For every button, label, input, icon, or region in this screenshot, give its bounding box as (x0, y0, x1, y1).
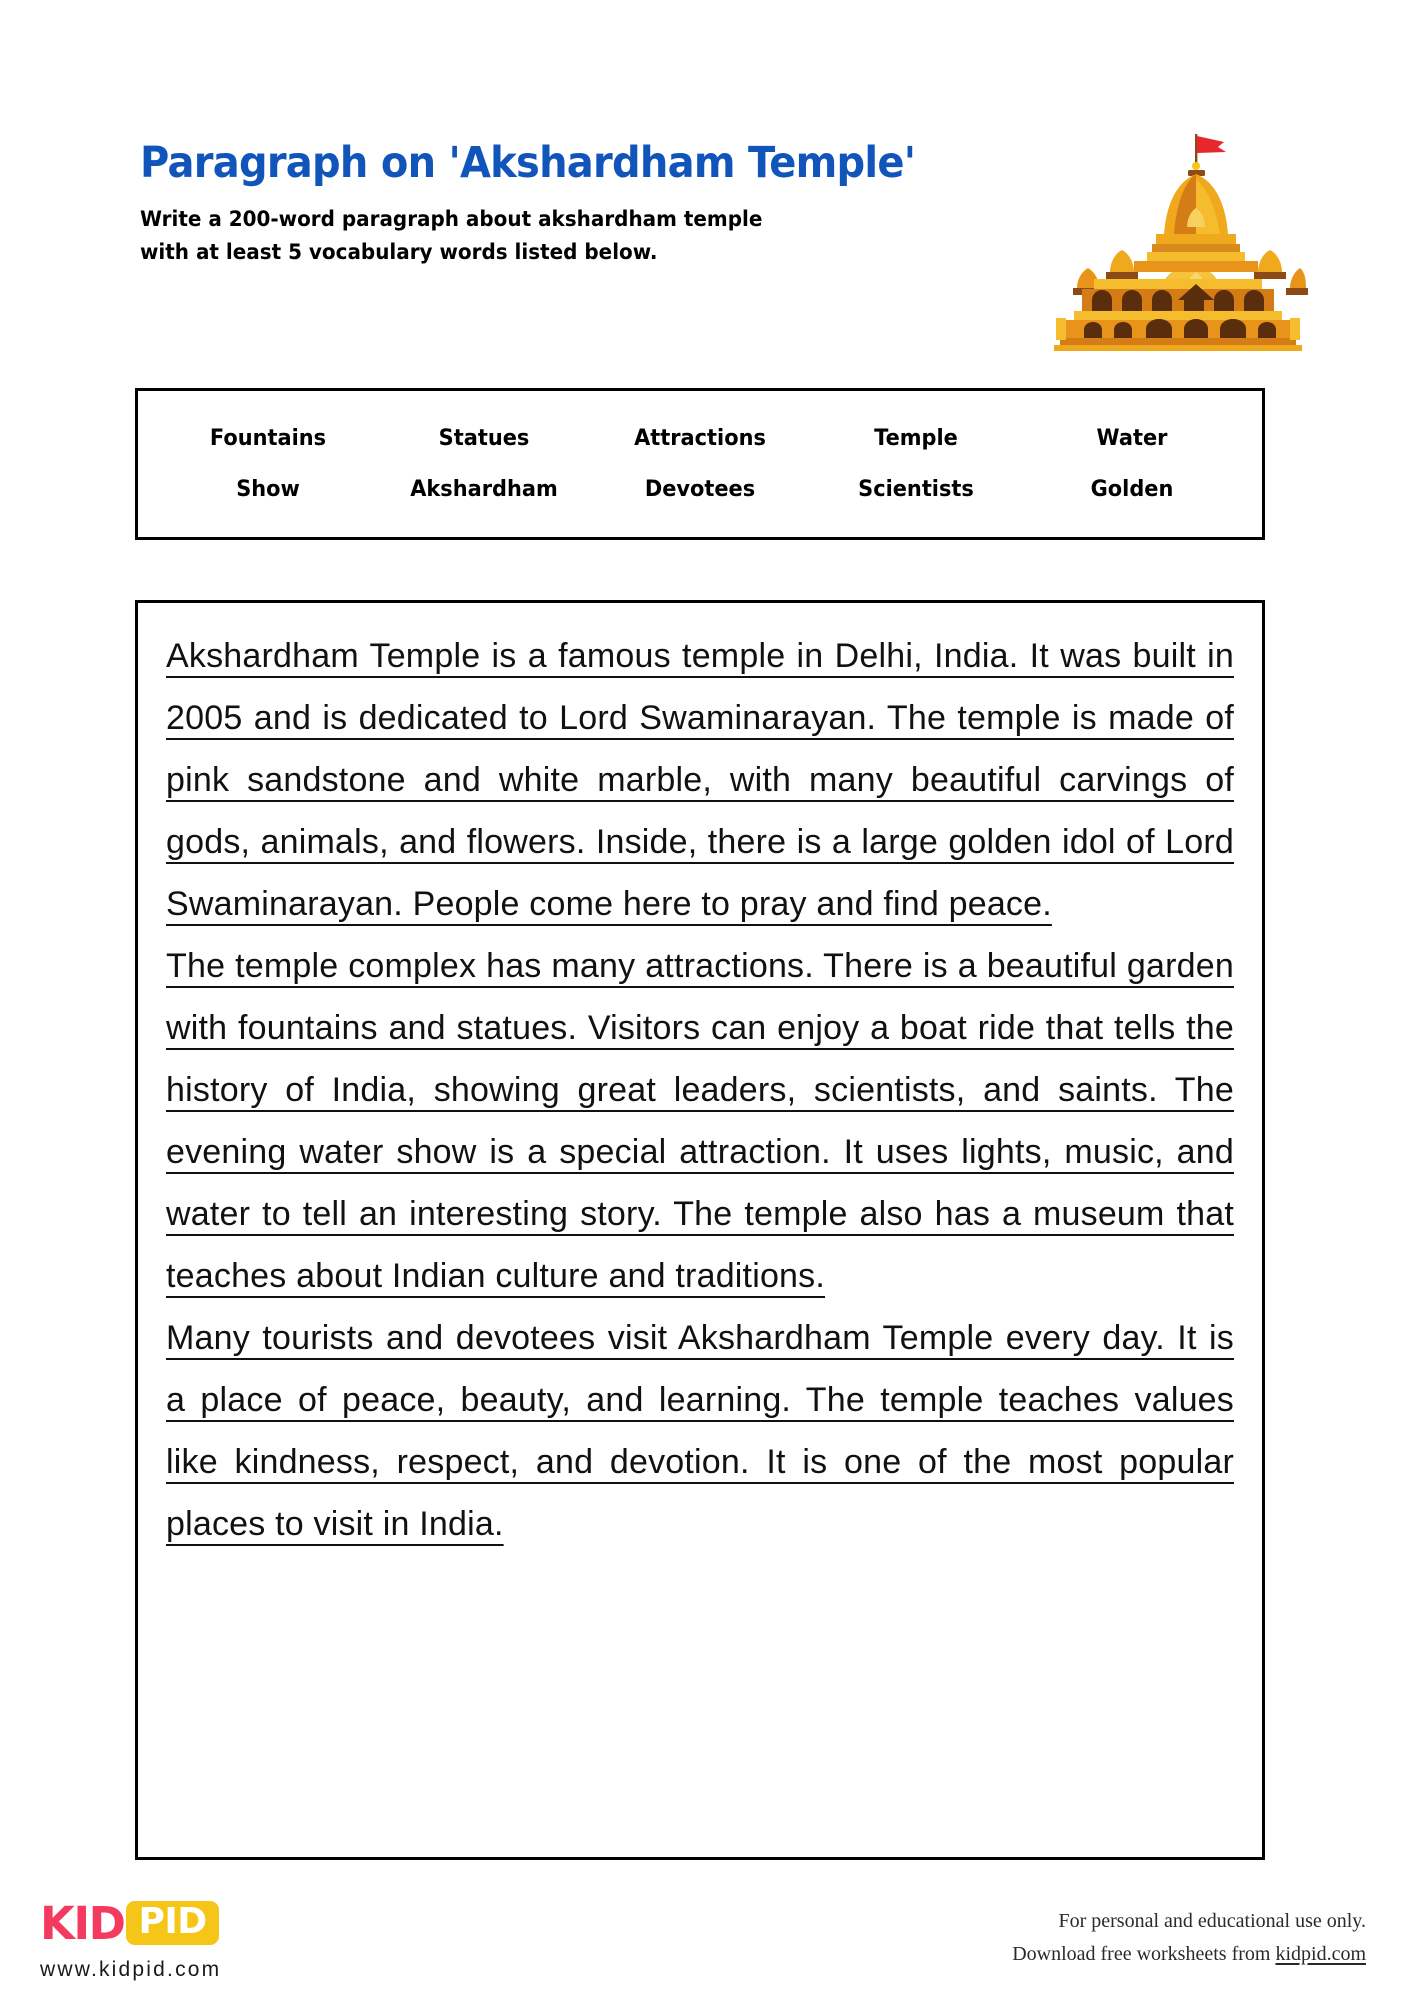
vocabulary-word: Temple (874, 426, 958, 451)
vocabulary-word: Attractions (634, 426, 766, 451)
vocabulary-word: Golden (1090, 477, 1174, 502)
vocabulary-word: Fountains (209, 426, 327, 451)
logo-website-url: www.kidpid.com (40, 1958, 222, 1981)
logo-mark (40, 1898, 370, 1948)
footer-download-line (1012, 1938, 1366, 1971)
answer-paragraph (166, 935, 1234, 1307)
answer-paragraph-text: Akshardham Temple is a famous temple in Delhi, India. It was built in 2005 and is dedicated to Lord Swaminarayan. The temple is made of pink sandstone and white marble, with many beautiful carvings of gods, animals, and flowers. Inside, there is a large golden idol of Lord Swaminarayan. People come here to pray and find peace. (166, 637, 1234, 923)
vocabulary-word: Devotees (644, 477, 756, 502)
vocabulary-word: Show (236, 477, 300, 502)
vocabulary-word: Akshardham (410, 477, 558, 502)
answer-paragraph (166, 1307, 1234, 1555)
footer-download-prefix: Download free worksheets from (1012, 1943, 1276, 1965)
kidpid-site-link[interactable]: kidpid.com (1275, 1943, 1366, 1965)
logo-kid-text: KID (40, 1896, 125, 1950)
vocabulary-word: Scientists (858, 477, 974, 502)
vocabulary-row (160, 477, 1240, 502)
answer-paragraph-text: Many tourists and devotees visit Akshardham Temple every day. It is a place of peace, beauty, and learning. The temple teaches values like kindness, respect, and devotion. It is one of the most popular places to visit in India. (166, 1319, 1234, 1543)
footer-note (1012, 1905, 1366, 1971)
vocabulary-word: Water (1096, 426, 1168, 451)
worksheet-instructions: Write a 200-word paragraph about akshardham temple with at least 5 vocabulary words listed below. (140, 207, 763, 264)
logo-pid-text: PID (126, 1901, 218, 1945)
answer-paragraph-box (135, 600, 1265, 1860)
answer-paragraph (166, 625, 1234, 935)
kidpid-logo[interactable] (40, 1898, 370, 1982)
page-title: Paragraph on 'Akshardham Temple' (140, 138, 916, 188)
worksheet-header (140, 140, 1040, 268)
vocabulary-row (160, 426, 1240, 451)
footer-usage-line: For personal and educational use only. (1058, 1910, 1366, 1932)
vocabulary-box (135, 388, 1265, 540)
answer-paragraph-text: The temple complex has many attractions. There is a beautiful garden with fountains and statues. Visitors can enjoy a boat ride that tells the history of India, showing great leaders, scientists, and saints. The evening water show is a special attraction. It uses lights, music, and water to tell an interesting story. The temple also has a museum that teaches about Indian culture and traditions. (166, 947, 1234, 1295)
vocabulary-word: Statues (438, 426, 530, 451)
akshardham-temple-illustration (1048, 122, 1308, 352)
